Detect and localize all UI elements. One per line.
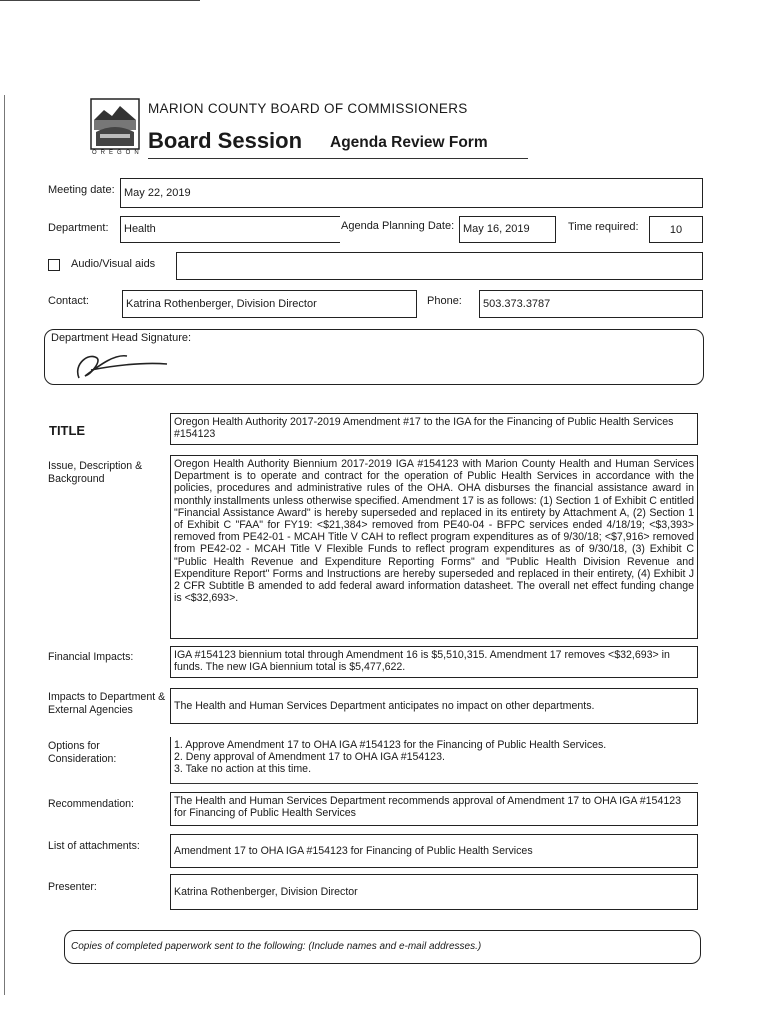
title-section-text: Oregon Health Authority 2017-2019 Amendment #17 to the IGA for the Financing of Public Health Services #154123 — [170, 413, 698, 445]
time-required-field[interactable] — [649, 216, 703, 243]
form-title-main: Board Session — [148, 128, 303, 153]
copies-label: Copies of completed paperwork sent to the following: (Include names and e-mail addresses.) — [71, 941, 482, 952]
signature-mark — [71, 344, 181, 384]
impacts-label: Impacts to Department & External Agencies — [48, 691, 166, 716]
phone-field[interactable] — [479, 290, 703, 318]
planning-date-value: May 16, 2019 — [463, 223, 530, 235]
contact-value: Katrina Rothenberger, Division Director — [126, 297, 317, 310]
option-item: 2. Deny approval of Amendment 17 to OHA IGA #154123. — [174, 751, 445, 764]
options-rule — [170, 783, 698, 784]
impacts-field — [170, 688, 698, 724]
meeting-date-value: May 22, 2019 — [124, 186, 191, 199]
attachments-text: Amendment 17 to OHA IGA #154123 for Financing of Public Health Services — [174, 844, 533, 857]
time-required-value: 10 — [669, 223, 683, 236]
title-section-label: TITLE — [49, 423, 86, 438]
audio-visual-checkbox[interactable] — [48, 259, 60, 271]
option-item: 1. Approve Amendment 17 to OHA IGA #154123 for the Financing of Public Health Services. — [174, 739, 607, 751]
attachments-label: List of attachments: — [48, 840, 140, 852]
audio-visual-label: Audio/Visual aids — [71, 258, 156, 270]
logo-oregon-text: OREGON — [92, 150, 143, 156]
planning-date-field[interactable] — [459, 216, 556, 243]
contact-label: Contact: — [48, 295, 89, 307]
recommendation-text: The Health and Human Services Department recommends approval of Amendment 17 to OHA IGA #154123 for Financing of Public Health Services — [170, 792, 698, 826]
financial-label: Financial Impacts: — [48, 651, 134, 663]
meeting-date-field[interactable] — [120, 178, 703, 208]
org-name: MARION COUNTY BOARD OF COMMISSIONERS — [148, 101, 468, 116]
department-field[interactable] — [120, 216, 340, 243]
audio-visual-field[interactable] — [176, 252, 703, 280]
presenter-text: Katrina Rothenberger, Division Director — [174, 885, 358, 898]
scan-left-edge — [4, 95, 5, 995]
form-title-sub: Agenda Review Form — [330, 134, 488, 151]
contact-field[interactable] — [122, 290, 417, 318]
option-item: 3. Take no action at this time. — [174, 763, 312, 776]
department-label: Department: — [48, 222, 109, 234]
copies-field[interactable] — [64, 930, 701, 964]
header-rule — [148, 158, 528, 159]
financial-text: IGA #154123 biennium total through Amendment 16 is $5,510,315. Amendment 17 removes <$32,693> in funds. The new IGA biennium total is $5,477,622. — [170, 646, 698, 678]
meeting-date-label: Meeting date: — [48, 184, 115, 196]
recommendation-label: Recommendation: — [48, 798, 134, 810]
department-value: Health — [124, 223, 156, 235]
phone-value: 503.373.3787 — [483, 297, 551, 310]
options-label: Options for Consideration: — [48, 740, 117, 765]
presenter-label: Presenter: — [48, 881, 97, 893]
issue-label: Issue, Description & Background — [48, 460, 143, 485]
time-required-label: Time required: — [568, 221, 639, 233]
planning-date-label: Agenda Planning Date: — [341, 220, 455, 232]
phone-label: Phone: — [427, 295, 462, 307]
attachments-field — [170, 834, 698, 868]
presenter-field — [170, 874, 698, 910]
signature-field[interactable] — [44, 329, 704, 385]
issue-text: Oregon Health Authority Biennium 2017-2019 IGA #154123 with Marion County Health and Human Services Department is to operate and contract for the operation of Public Health Services in accordance with the policies, procedures and administrative rules of the OHA. OHA disburses the financial assistance award in monthly installments unless otherwise specified. Amendment 17 is as follows: (1) Section 1 of Exhibit C entitled "Financial Assistance Award" is hereby superseded and replaced in its entirety by Attachment A, (2) Section 1 of Exhibit C "FAA" for FY19: <$21,384> removed from PE40-04 - BFPC services ended 4/18/19; <$3,393> removed from PE42-01 - MCAH Title V CAH to reflect program expenditures as of 9/30/18; <$7,916> removed from PE42-02 - MCAH Title V Flexible Funds to reflect program expenditures as of 9/30/18, (3) Exhibit C "Public Health Revenue and Expenditure Reporting Forms" and "Public Health Division Revenue and Expenditure Report" Forms and Instructions are hereby superseded and replaced in their entirety, (4) Exhibit J 2 CFR Subtitle B amended to add federal award information datasheet. The overall net effect funding change is <$32,693>. — [170, 455, 698, 639]
signature-label: Department Head Signature: — [51, 332, 192, 344]
scan-edge-line — [0, 0, 200, 1]
county-seal-logo — [90, 98, 140, 150]
options-list — [170, 737, 698, 783]
impacts-text: The Health and Human Services Department anticipates no impact on other departments. — [174, 699, 595, 712]
